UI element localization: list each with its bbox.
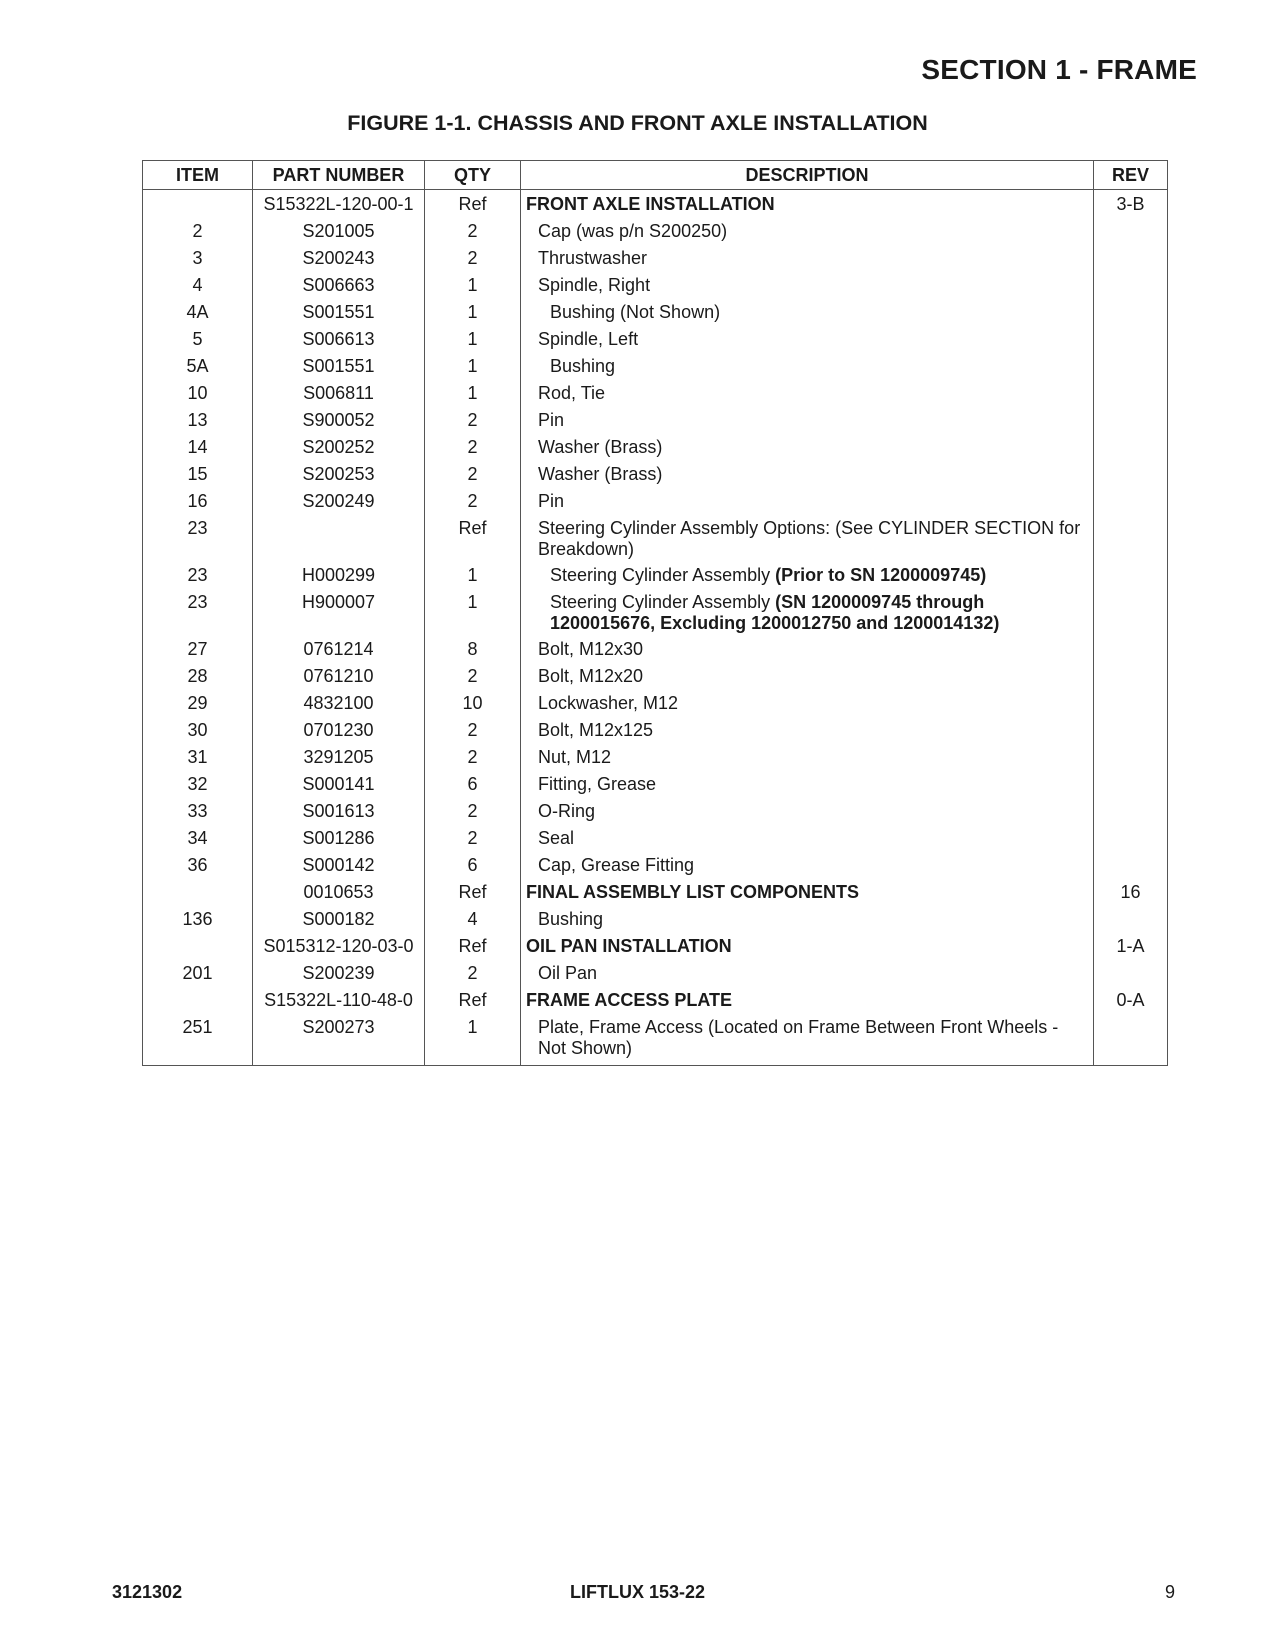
rev-cell	[1094, 326, 1168, 353]
description-label: Pin	[538, 491, 565, 511]
qty-cell: 1	[425, 380, 521, 407]
qty-cell: 1	[425, 562, 521, 589]
item-cell: 2	[143, 218, 253, 245]
qty-cell: 6	[425, 771, 521, 798]
item-cell: 29	[143, 690, 253, 717]
description-cell	[521, 353, 1094, 380]
assembly-heading: FINAL ASSEMBLY LIST COMPONENTS	[526, 882, 860, 902]
table-row	[143, 461, 1168, 488]
description-text	[526, 1017, 1083, 1059]
rev-cell	[1094, 906, 1168, 933]
item-cell: 14	[143, 434, 253, 461]
part-number-cell: S15322L-120-00-1	[253, 190, 425, 219]
description-cell	[521, 272, 1094, 299]
part-number-cell: S900052	[253, 407, 425, 434]
rev-cell	[1094, 299, 1168, 326]
qty-cell: Ref	[425, 933, 521, 960]
description-text	[526, 565, 1083, 586]
part-number-cell: 3291205	[253, 744, 425, 771]
serial-range-note: (SN 1200009745 through 1200015676, Excluding 1200012750 and 1200014132)	[550, 592, 1000, 633]
table-row	[143, 299, 1168, 326]
description-label: Pin	[538, 410, 565, 430]
description-label: O-Ring	[538, 801, 596, 821]
description-cell	[521, 461, 1094, 488]
description-cell	[521, 1014, 1094, 1066]
description-text	[526, 909, 1083, 930]
qty-cell: 2	[425, 218, 521, 245]
rev-cell	[1094, 960, 1168, 987]
description-label: Fitting, Grease	[538, 774, 657, 794]
description-text	[526, 720, 1083, 741]
part-number-cell: S200249	[253, 488, 425, 515]
description-label: Oil Pan	[538, 963, 598, 983]
qty-cell: 2	[425, 407, 521, 434]
rev-cell	[1094, 1014, 1168, 1066]
qty-cell: Ref	[425, 987, 521, 1014]
item-cell: 31	[143, 744, 253, 771]
rev-cell	[1094, 825, 1168, 852]
description-label: Spindle, Right	[538, 275, 651, 295]
part-number-cell: 0701230	[253, 717, 425, 744]
description-text	[526, 437, 1083, 458]
table-row	[143, 744, 1168, 771]
description-cell	[521, 245, 1094, 272]
rev-cell	[1094, 589, 1168, 636]
qty-cell: 2	[425, 960, 521, 987]
qty-cell: 1	[425, 1014, 521, 1066]
description-cell	[521, 326, 1094, 353]
assembly-heading: FRONT AXLE INSTALLATION	[526, 194, 775, 214]
part-number-cell: S200243	[253, 245, 425, 272]
description-text	[526, 194, 775, 214]
table-row	[143, 906, 1168, 933]
rev-cell	[1094, 245, 1168, 272]
description-text	[526, 491, 1083, 512]
table-row	[143, 663, 1168, 690]
rev-cell	[1094, 771, 1168, 798]
column-header-qty: QTY	[425, 161, 521, 190]
description-cell	[521, 690, 1094, 717]
description-text	[526, 990, 732, 1010]
qty-cell: 1	[425, 353, 521, 380]
description-cell	[521, 771, 1094, 798]
qty-cell: 2	[425, 717, 521, 744]
description-cell	[521, 562, 1094, 589]
part-number-cell: S006613	[253, 326, 425, 353]
table-row	[143, 562, 1168, 589]
rev-cell	[1094, 690, 1168, 717]
item-cell	[143, 933, 253, 960]
table-row	[143, 771, 1168, 798]
rev-cell	[1094, 488, 1168, 515]
description-text	[526, 774, 1083, 795]
item-cell: 33	[143, 798, 253, 825]
description-text	[526, 936, 732, 956]
part-number-cell: S000141	[253, 771, 425, 798]
description-label: Bushing (Not Shown)	[550, 302, 721, 322]
rev-cell	[1094, 434, 1168, 461]
description-label: Rod, Tie	[538, 383, 606, 403]
description-text	[526, 801, 1083, 822]
part-number-cell	[253, 515, 425, 562]
item-cell	[143, 190, 253, 219]
description-label: Plate, Frame Access (Located on Frame Between Front Wheels - Not Shown)	[538, 1017, 1059, 1058]
table-header-row	[143, 161, 1168, 190]
part-number-cell: S006811	[253, 380, 425, 407]
description-label: Nut, M12	[538, 747, 612, 767]
item-cell: 36	[143, 852, 253, 879]
item-cell: 136	[143, 906, 253, 933]
description-label: Seal	[538, 828, 575, 848]
description-text	[526, 356, 1083, 377]
item-cell: 15	[143, 461, 253, 488]
description-cell	[521, 515, 1094, 562]
table-row	[143, 380, 1168, 407]
qty-cell: 2	[425, 461, 521, 488]
item-cell: 23	[143, 589, 253, 636]
description-label: Washer (Brass)	[538, 437, 663, 457]
description-label: Steering Cylinder Assembly	[550, 592, 776, 612]
description-label: Spindle, Left	[538, 329, 639, 349]
rev-cell	[1094, 562, 1168, 589]
table-row	[143, 933, 1168, 960]
table-row	[143, 353, 1168, 380]
item-cell: 34	[143, 825, 253, 852]
part-number-cell: S200252	[253, 434, 425, 461]
rev-cell	[1094, 636, 1168, 663]
table-row	[143, 987, 1168, 1014]
description-label: Bushing	[550, 356, 616, 376]
table-row	[143, 798, 1168, 825]
section-title: SECTION 1 - FRAME	[921, 54, 1197, 85]
qty-cell: Ref	[425, 515, 521, 562]
table-row	[143, 589, 1168, 636]
parts-table-body	[143, 190, 1168, 1066]
part-number-cell: S200239	[253, 960, 425, 987]
part-number-cell: S000182	[253, 906, 425, 933]
description-text	[526, 329, 1083, 350]
description-text	[526, 592, 1083, 634]
part-number-cell: S001613	[253, 798, 425, 825]
description-text	[526, 410, 1083, 431]
item-cell: 201	[143, 960, 253, 987]
description-label: Cap, Grease Fitting	[538, 855, 695, 875]
description-label: Bolt, M12x30	[538, 639, 644, 659]
item-cell: 28	[143, 663, 253, 690]
description-label: Washer (Brass)	[538, 464, 663, 484]
item-cell: 27	[143, 636, 253, 663]
part-number-cell: S15322L-110-48-0	[253, 987, 425, 1014]
description-text	[526, 302, 1083, 323]
item-cell: 5	[143, 326, 253, 353]
part-number-cell: S200273	[253, 1014, 425, 1066]
item-cell: 10	[143, 380, 253, 407]
part-number-cell: S201005	[253, 218, 425, 245]
description-text	[526, 666, 1083, 687]
description-label: Bolt, M12x20	[538, 666, 644, 686]
parts-table	[142, 160, 1168, 1066]
item-cell: 23	[143, 515, 253, 562]
table-row	[143, 272, 1168, 299]
description-text	[526, 693, 1083, 714]
part-number-cell: S001286	[253, 825, 425, 852]
description-cell	[521, 798, 1094, 825]
rev-cell	[1094, 663, 1168, 690]
part-number-cell: 4832100	[253, 690, 425, 717]
table-row	[143, 690, 1168, 717]
rev-cell	[1094, 852, 1168, 879]
description-cell	[521, 218, 1094, 245]
rev-cell	[1094, 461, 1168, 488]
table-row	[143, 717, 1168, 744]
qty-cell: 2	[425, 798, 521, 825]
description-text	[526, 248, 1083, 269]
footer-doc-number: 3121302	[112, 1582, 183, 1602]
table-row	[143, 245, 1168, 272]
part-number-cell: 0761210	[253, 663, 425, 690]
serial-range-note: (Prior to SN 1200009745)	[775, 565, 987, 585]
column-header-item: ITEM	[143, 161, 253, 190]
column-header-part-number: PART NUMBER	[253, 161, 425, 190]
description-label: Bushing	[538, 909, 604, 929]
item-cell: 4	[143, 272, 253, 299]
assembly-heading: FRAME ACCESS PLATE	[526, 990, 733, 1010]
qty-cell: 6	[425, 852, 521, 879]
description-text	[526, 464, 1083, 485]
table-row	[143, 407, 1168, 434]
item-cell: 4A	[143, 299, 253, 326]
item-cell	[143, 987, 253, 1014]
table-row	[143, 852, 1168, 879]
part-number-cell: 0010653	[253, 879, 425, 906]
description-text	[526, 855, 1083, 876]
qty-cell: Ref	[425, 879, 521, 906]
rev-cell	[1094, 353, 1168, 380]
rev-cell: 1-A	[1094, 933, 1168, 960]
rev-cell: 0-A	[1094, 987, 1168, 1014]
rev-cell	[1094, 218, 1168, 245]
item-cell: 30	[143, 717, 253, 744]
description-cell	[521, 663, 1094, 690]
description-cell	[521, 589, 1094, 636]
description-text	[526, 275, 1083, 296]
part-number-cell: H900007	[253, 589, 425, 636]
qty-cell: Ref	[425, 190, 521, 219]
table-row	[143, 218, 1168, 245]
table-row	[143, 960, 1168, 987]
part-number-cell: S001551	[253, 353, 425, 380]
rev-cell	[1094, 272, 1168, 299]
description-cell	[521, 434, 1094, 461]
rev-cell	[1094, 515, 1168, 562]
rev-cell	[1094, 407, 1168, 434]
description-cell	[521, 407, 1094, 434]
description-text	[526, 221, 1083, 242]
column-header-rev: REV	[1094, 161, 1168, 190]
description-cell	[521, 933, 1094, 960]
rev-cell	[1094, 798, 1168, 825]
item-cell: 13	[143, 407, 253, 434]
qty-cell: 10	[425, 690, 521, 717]
rev-cell	[1094, 717, 1168, 744]
description-label: Thrustwasher	[538, 248, 648, 268]
rev-cell: 16	[1094, 879, 1168, 906]
description-text	[526, 963, 1083, 984]
description-cell	[521, 879, 1094, 906]
part-number-cell: S200253	[253, 461, 425, 488]
description-cell	[521, 960, 1094, 987]
description-cell	[521, 190, 1094, 219]
item-cell: 251	[143, 1014, 253, 1066]
qty-cell: 1	[425, 589, 521, 636]
description-label: Steering Cylinder Assembly	[550, 565, 776, 585]
description-text	[526, 828, 1083, 849]
description-label: Cap (was p/n S200250)	[538, 221, 728, 241]
description-cell	[521, 717, 1094, 744]
figure-title: FIGURE 1-1. CHASSIS AND FRONT AXLE INSTALLATION	[347, 111, 928, 135]
description-cell	[521, 852, 1094, 879]
footer-page-number: 9	[1164, 1582, 1175, 1602]
qty-cell: 1	[425, 326, 521, 353]
column-header-description: DESCRIPTION	[521, 161, 1094, 190]
table-row	[143, 879, 1168, 906]
item-cell	[143, 879, 253, 906]
part-number-cell: S001551	[253, 299, 425, 326]
description-cell	[521, 825, 1094, 852]
qty-cell: 1	[425, 299, 521, 326]
table-row	[143, 515, 1168, 562]
part-number-cell: H000299	[253, 562, 425, 589]
qty-cell: 1	[425, 272, 521, 299]
table-row	[143, 1014, 1168, 1066]
qty-cell: 2	[425, 663, 521, 690]
table-row	[143, 488, 1168, 515]
qty-cell: 2	[425, 245, 521, 272]
item-cell: 16	[143, 488, 253, 515]
qty-cell: 2	[425, 488, 521, 515]
description-text	[526, 747, 1083, 768]
assembly-heading: OIL PAN INSTALLATION	[526, 936, 732, 956]
item-cell: 5A	[143, 353, 253, 380]
table-row	[143, 636, 1168, 663]
table-row	[143, 434, 1168, 461]
description-label: Steering Cylinder Assembly Options: (See CYLINDER SECTION for Breakdown)	[538, 518, 1081, 559]
description-text	[526, 383, 1083, 404]
description-cell	[521, 906, 1094, 933]
rev-cell: 3-B	[1094, 190, 1168, 219]
qty-cell: 2	[425, 434, 521, 461]
description-label: Lockwasher, M12	[538, 693, 679, 713]
description-text	[526, 882, 859, 902]
description-text	[526, 518, 1083, 560]
qty-cell: 4	[425, 906, 521, 933]
rev-cell	[1094, 744, 1168, 771]
table-row	[143, 825, 1168, 852]
part-number-cell: S015312-120-03-0	[253, 933, 425, 960]
table-row	[143, 326, 1168, 353]
description-cell	[521, 636, 1094, 663]
description-cell	[521, 380, 1094, 407]
description-text	[526, 639, 1083, 660]
table-row	[143, 190, 1168, 219]
item-cell: 3	[143, 245, 253, 272]
qty-cell: 2	[425, 825, 521, 852]
item-cell: 32	[143, 771, 253, 798]
part-number-cell: S006663	[253, 272, 425, 299]
part-number-cell: 0761214	[253, 636, 425, 663]
part-number-cell: S000142	[253, 852, 425, 879]
description-cell	[521, 488, 1094, 515]
description-cell	[521, 987, 1094, 1014]
qty-cell: 8	[425, 636, 521, 663]
rev-cell	[1094, 380, 1168, 407]
footer-model: LIFTLUX 153-22	[569, 1582, 706, 1602]
qty-cell: 2	[425, 744, 521, 771]
description-cell	[521, 299, 1094, 326]
description-cell	[521, 744, 1094, 771]
item-cell: 23	[143, 562, 253, 589]
description-label: Bolt, M12x125	[538, 720, 654, 740]
